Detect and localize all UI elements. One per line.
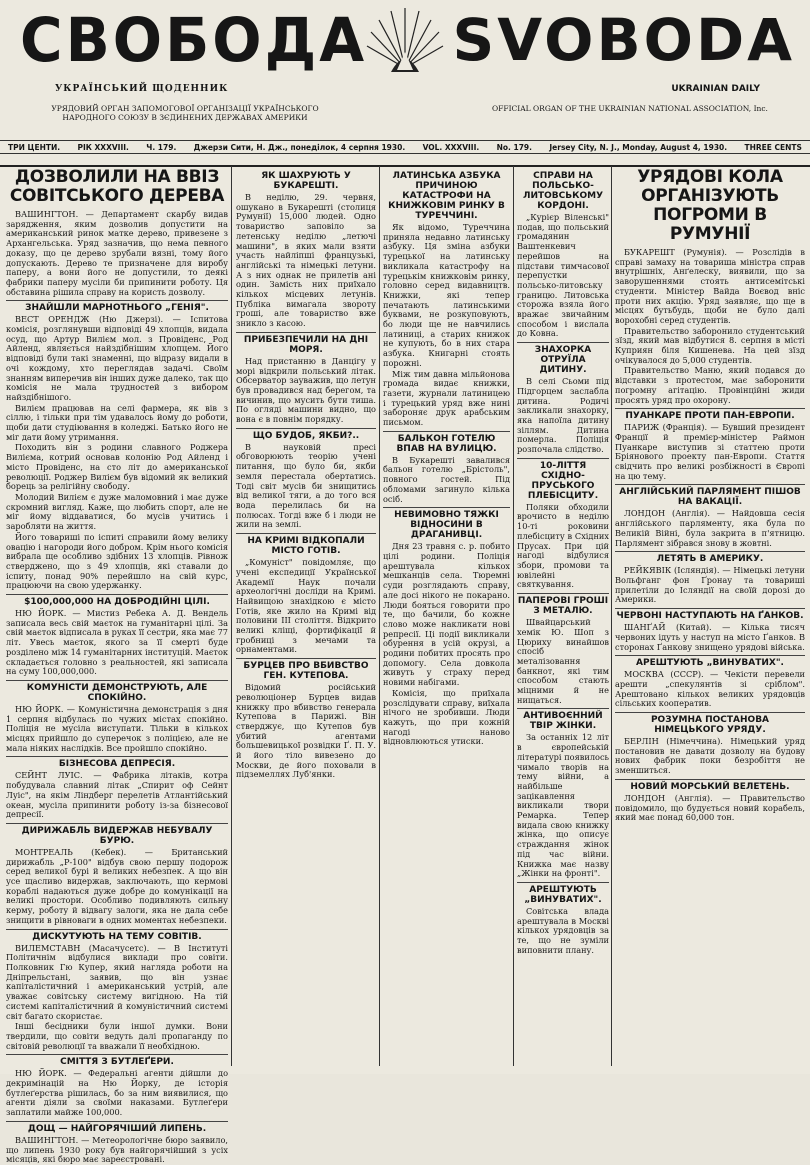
article-paragraph: Правительство заборонило студентський зїзд, який мав відбутися 8. серпня в місті Куприян біля Кишенева. На цей зїзд очікувалося до 5,000 студентів. xyxy=(615,325,805,365)
article-paragraph: Відомий російський революціонер Бурцев видав книжку про вбивство генерала Кутепова в Парижі. Він стверджує, що Кутепов був убитий агентами большевицької розвідки Ґ. П. У. й його тіло вивезено до Москви, де його поховали в підземеллях Луб'янки. xyxy=(236,682,376,780)
column-4 xyxy=(517,168,609,1064)
lead-headline: ДОЗВОЛИЛИ НА ВВІЗ СОВІТСЬКОГО ДЕРЕВА xyxy=(9,167,225,206)
official-organ-ukrainian: УРЯДОВИЙ ОРГАН ЗАПОМОГОВОЇ ОРГАНІЗАЦІЇ УКРАЇНСЬКОГО НАРОДНОГО СОЮЗУ В ЗЄДИНЕНИХ ДЕРЖАВАХ АМЕРИКИ xyxy=(51,104,319,122)
year-ukrainian: РІК XXXVIII. xyxy=(77,143,129,152)
article-headline: НОВИЙ МОРСЬКИЙ ВЕЛЕТЕНЬ. xyxy=(615,779,805,792)
article-paragraph: Дня 23 травня с. р. побито цілі родини. Поліція арештувала кількох мешканців села. Тюремні суди розглядають справу, але досі нікого не покарано. Люди бояться говорити про те, що бачили, бо кожне слово може накликати нові репресії. Ці події викликали обурення в усій окрузі, а родини побитих просять про допомогу. Села довкола живуть у страху перед новими набігами. xyxy=(383,541,510,688)
column-3 xyxy=(383,168,510,1064)
article-headline: ЩО БУДОБ, ЯКБИ?.. xyxy=(236,428,376,441)
article-paragraph: Комісія, що приїхала розслідувати справу, виїхала нічого не зробивши. Люди кажуть, що при кожній нагоді наново відновлюються утиски. xyxy=(383,687,510,747)
article-paragraph: ЛОНДОН (Англія). — Найдовша сесія англійського парляменту, яка була по Великій Війні, була закрита в п'ятницю. Парлямент зібрався знову в жовтні. xyxy=(615,508,805,548)
sunburst-emblem-icon xyxy=(365,6,445,78)
article-paragraph: Молодий Вилієм є дуже маломовний і має дуже скромний вигляд. Каже, що любить спорт, але не міг йому віддаватися, бо мусів учитись і заробляти на життя. xyxy=(6,491,228,532)
article-paragraph: Його товариші по іспиті справили йому велику овацію і нагороди його добром. Крім нього комісія вибрала ще особливо здібних 13 хлопців. Рівнож стверджено, що з 49 хлопців, які ставали до іспиту, понад 90% перейшло на свій курс, працюючи на свою удержанку. xyxy=(6,531,228,591)
article-paragraph: НЮ ЙОРК. — Мистиз Ребека А. Д. Вендель записала весь свій маєток на гуманітарні цілі. За свій маєток відписала в руках її сестри, яка має 77 літ. Увесь маєток, якого за її смерті буде розділено між 14 гуманітарних інституцій. Маєток складається головно з реальностей, які записала на суму 100,000,000. xyxy=(6,608,228,677)
article-paragraph: ШАНҐАЙ (Китай). — Кілька тисяч червоних ідуть у наступ на місто Ґанков. В сторонах Ґанкову знищено урядові війська. xyxy=(615,622,805,652)
article-headline: ЧЕРВОНІ НАСТУПАЮТЬ НА ҐАНКОВ. xyxy=(615,608,805,621)
article-headline: ПРИБЕЗПЕЧИЛИ НА ДНІ МОРЯ. xyxy=(236,332,376,355)
title-english: SVOBODA xyxy=(452,6,795,74)
article-headline: АРЕШТУЮТЬ „ВИНУВАТИХ". xyxy=(615,655,805,668)
article-paragraph: Як відомо, Туреччина приняла недавно латинську азбуку. Ця зміна азбуки турецької на латинську викликала катастрофу на турецькім книжковім ринку, головно серед видавництв. Книжки, які тепер печатають латинськими буквами, не розкуповують, бо люди ще не навчились латиниці, а старих книжок не купують, бо в них стара азбука. Книгарні стоять порожні. xyxy=(383,222,510,368)
article-paragraph: Совітська влада арештувала в Москві кількох урядовців за те, що не зуміли виповнити плану. xyxy=(517,905,609,955)
article-headline: БІЗНЕСОВА ДЕПРЕСІЯ. xyxy=(6,756,228,769)
lead-headline: УРЯДОВІ КОЛА ОРГАНІЗУЮТЬ ПОГРОМИ В РУМУНІЇ xyxy=(637,167,783,244)
article-paragraph: РЕЙКЯВІК (Ісляндія). — Німецькі летуни Вольфганг фон Ґронау та товариші прилетіли до Ісляндії на своїй дорозі до Америки. xyxy=(615,565,805,605)
article-paragraph: Над пристанню в Данцігу у морі відкрили польський літак. Обсерватор зауважив, що летун був провадився над берегом, та вичинив, що мусить бути тиша. По огляді машини видно, що вона є в повнім порядку. xyxy=(236,355,376,425)
article-headline: АНТИВОЄННИЙ ТВІР ЖІНКИ. xyxy=(517,708,609,731)
article-paragraph: Правительство Маню, який подався до відставки з протестом, має заборонити погромну агітацію. Провінційні жиди просять уряд про охорону. xyxy=(615,365,805,405)
article-headline: КОМУНІСТИ ДЕМОНСТРУЮТЬ, АЛЕ СПОКІЙНО. xyxy=(6,680,228,703)
article-headline: ЯК ШАХРУЮТЬ У БУКАРЕШТІ. xyxy=(261,171,351,191)
article-headline: ДИСКУТУЮТЬ НА ТЕМУ СОВІТІВ. xyxy=(6,929,228,942)
article-paragraph: НЮ ЙОРК. — Комуністична демонстрація з дня 1 серпня відбулась по чужих містах спокійно. Поліція не мусіла виступати. Тільки в кількох місцях прийшло до суперечок з поліцією, але не мала ніяких наслідків. Все пройшло спокійно. xyxy=(6,703,228,753)
official-organ-english: OFFICIAL ORGAN OF THE UKRAINIAN NATIONAL ASSOCIATION, Inc. xyxy=(492,104,768,113)
article-headline: СПРАВИ НА ПОЛЬСЬКО-ЛИТОВСЬКОМУ КОРДОНІ. xyxy=(522,171,604,211)
article-paragraph: Між тим давна мільйонова громада видає книжки, газети, журнали латиницею і турецький уряд вже нині забороняє друк арабським письмом. xyxy=(383,368,510,428)
issue-number-ukrainian: Ч. 179. xyxy=(146,143,177,152)
article-paragraph: В неділю, 29. червня, ошукано в Букарешті (столиця Румунії) 15,000 людей. Одно товариство заповіло за летенську неділю „летючі машини", в яких мали взяти участь найліпші французькі, англійські та німецькі летуни. А з них однак не прилетів ані один. Замість них приїхало кількох місцевих летунів. Публіка вимагала звороту гроші, але товариство вже зникло з касою. xyxy=(236,192,376,329)
column-5 xyxy=(615,168,805,1064)
subtitle-english: UKRAINIAN DAILY xyxy=(671,84,760,94)
article-headline: ДИРИЖАБЛЬ ВИДЕРЖАВ НЕБУВАЛУ БУРЮ. xyxy=(6,823,228,846)
article-headline: АНГЛІЙСЬКИЙ ПАРЛЯМЕНТ ПІШОВ НА ВАКАЦІЇ. xyxy=(615,484,805,507)
issue-number-english: No. 179. xyxy=(496,143,533,152)
article-paragraph: Поляки обходили врочисто в неділю 10-ті роковини плебісциту в Східних Прусах. При цій нагоді відбулися збори, промови та ювілейні святкування. xyxy=(517,501,609,590)
article-headline: НЕВИМОВНО ТЯЖКІ ВІДНОСИНИ В ДРАГАНИВЦІ. xyxy=(383,507,510,540)
article-paragraph: ВЕСТ ОРЕНДЖ (Ню Джерзі). — Іспитова комісія, розглянувши відповіді 49 хлопців, видала осуд, що Артур Вилієм мол. з Провіденс, Род Айленд, являється найздібнішим хлопцем. Його відповіді були такі знаменні, що відразу видали в очі кождому, хто переглядав задачі. Своїм знанням виперечив він інших дуже далеко, так що комісія не мала трудностей з вибором найздібнішого. xyxy=(6,314,228,402)
article-paragraph: ВАШИНГТОН. — Метеорологічне бюро заявило, що липень 1930 року був найгорячійший з усіх місяців, які бюро має зареєстровані. xyxy=(6,1134,228,1165)
article-headline: РОЗУМНА ПОСТАНОВА НІМЕЦЬКОГО УРЯДУ. xyxy=(615,712,805,735)
article-headline: ДОЩ — НАЙГОРЯЧІШИЙ ЛИПЕНЬ. xyxy=(6,1121,228,1134)
article-paragraph: „Курієр Віленські" подав, що польський громадянин Ваштенкевич перейшов на підстави тимчасової перепустки польсько-литовську границю. Литовська сторожа взяла його вражає звичайним способом і вислала до Ковна. xyxy=(517,212,609,339)
article-headline: СМІТТЯ З БУТЛЕҐЕРИ. xyxy=(6,1054,228,1067)
column-rule xyxy=(379,166,380,1066)
article-paragraph: ВАШИНГТОН. — Департамент скарбу видав зарядження, яким дозволив допустити на американський ринок матке дерево, привезене з Архангельська. Уряд зазначив, що нема певного доказу, що це дерево зрубали вязні, тому його допускають. Дерево те призначене для виробу паперу, а вони його не допустили, то деякі фабрики паперу мусіли би припинити роботу. Ця обставина рішила справу на користь дозволу. xyxy=(6,209,228,297)
article-paragraph: Швайцарський хемік Ю. Шоп з Цюриху винайшов спосіб металізовання банкнот, які тим способом стають міцними й не нищаться. xyxy=(517,617,609,705)
article-headline: БУРЦЕВ ПРО ВБИВСТВО ГЕН. КУТЕПОВА. xyxy=(236,658,376,681)
place-date-ukrainian: Джерзи Сити, Н. Дж., понеділок, 4 серпня 1930. xyxy=(193,143,406,152)
article-paragraph: БЕРЛІН (Німеччина). Німецький уряд постановив не давати дозволу на будову нових фабрик поки безробіття не зменшиться. xyxy=(615,736,805,776)
article-paragraph: За останніх 12 літ в європейській літературі появилось чимало творів на тему війни, а найбільше зацікавлення викликали твори Ремарка. Тепер видала свою книжку жінка, що описує страждання жінок під час війни. Книжка має назву „Жінки на фронті". xyxy=(517,732,609,879)
article-paragraph: Інші бесідники були іншої думки. Вони твердили, що совіти ведуть далі пропаганду по світовій революції та вважали її необхідною. xyxy=(6,1021,228,1051)
article-paragraph: БУКАРЕШТ (Румунія). — Розслідів в справі замаху на товариша міністра справ внутрішніх, Анґелеску, виявили, що за заворушеннями стоять антисемітські студенти. Міністер Вайда Воєвод вніс проти них акцію. Уряд заявляє, що ще в місцях бутьбудь, щоби не було далі ворохобні серед студентів. xyxy=(615,247,805,325)
article-paragraph: В науковій пресі обговорюють теорію учені питання, що було би, якби земля перестала обертатись. Тоді світ мусів би знищитись від великої тяги, а до того вся вода перелилась би на полюсах. Тогді вже б і люди не жили на землі. xyxy=(236,441,376,530)
article-paragraph: ПАРИЖ (Франція). — Бувший президент Франції й премієр-міністер Раймон Пуанкаре виступив зі статтею проти Бріянового проекту пан-Европи. Стаття свідчить про великі розбіжності в Європі на цю тему. xyxy=(615,422,805,481)
article-headline: ЛЕТЯТЬ В АМЕРИКУ. xyxy=(615,551,805,564)
article-paragraph: МОНТРЕАЛЬ (Кебек). — Британський дирижабль „Р-100" відбув свою першу подорож серед великої бурі й великих небезпек. А що він усе щасливо видержав, заключають, що кермові кораблі надаються дуже добре до комунікації на великі простори. Особливо подивляють сильну керму, роботу й відвагу залоги, яка не дала себе знищити в рівноваги в одних моментах небезпеки. xyxy=(6,846,228,925)
article-headline: ПУАНКАРЕ ПРОТИ ПАН-ЕВРОПИ. xyxy=(615,408,805,421)
article-headline: ЗНАХОРКА ОТРУЇЛА ДИТИНУ. xyxy=(517,342,609,375)
volume-english: VOL. XXXVIII. xyxy=(422,143,480,152)
price-ukrainian: ТРИ ЦЕНТИ. xyxy=(8,143,61,152)
article-headline: АРЕШТУЮТЬ „ВИНУВАТИХ". xyxy=(517,882,609,905)
column-2 xyxy=(236,168,376,1064)
subtitle-ukrainian: УКРАЇНСЬКИЙ ЩОДЕННИК xyxy=(55,84,229,94)
column-1 xyxy=(6,167,228,1165)
article-headline: 10-ЛІТТЯ СХІДНО-ПРУСЬКОГО ПЛЕБІСЦИТУ. xyxy=(517,458,609,501)
article-headline: ПАПЕРОВІ ГРОШІ З МЕТАЛЮ. xyxy=(517,593,609,616)
column-rule xyxy=(231,166,232,1066)
article-paragraph: „Комуніст" повідомляє, що учені експедиції Української Академії Наук почали археологічні досліди на Кримі. Найвищою знахідкою є місто Готів, яке жило на Кримі від половини III століття. Відкрито великі кліщі, фортифікації й гробниці з мечами та орнаментами. xyxy=(236,557,376,655)
article-paragraph: ЛОНДОН (Англія). — Правительство повідомило, що будується новий корабель, який має понад 60,000 тон. xyxy=(615,792,805,823)
price-english: THREE CENTS xyxy=(744,143,802,152)
masthead xyxy=(0,0,810,167)
place-date-english: Jersey City, N. J., Monday, August 4, 1930. xyxy=(549,143,728,152)
article-paragraph: ВИЛЕМСТАВН (Масачусетс). — В Інституті Політичнім відбулися виклади про совіти. Полковник Гю Купер, який нагляда роботи на Дніпрельстані, заявив, що він узнає капіталістичний і американський устрій, але уважає совітську систему вигідною. На тій системі капіталістичний й комуністичний системі світ багато скористає. xyxy=(6,942,228,1021)
article-headline: $100,000,000 НА ДОБРОДІЙНІ ЦІЛІ. xyxy=(6,594,228,607)
article-headline: НА КРИМІ ВІДКОПАЛИ МІСТО ГОТІВ. xyxy=(236,533,376,556)
article-headline: ЛАТИНСЬКА АЗБУКА ПРИЧИНОЮ КАТАСТРОФИ НА КНИЖКОВІМ РИНКУ В ТУРЕЧЧИНІ. xyxy=(388,171,505,221)
article-headline: БАЛЬКОН ГОТЕЛЮ ВПАВ НА ВУЛИЦЮ. xyxy=(383,431,510,454)
column-rule xyxy=(611,166,612,1066)
title-ukrainian: СВОБОДА xyxy=(20,4,368,76)
article-paragraph: В Букарешті завалився бальон готелю „Брістоль", повного гостей. Під обломами загинуло кілька осіб. xyxy=(383,454,510,504)
article-paragraph: Походить він з родини славного Роджера Вилієма, котрий основав колонію Род Айленд і місто Провіденс, на сто літ до американської революції. Роджер Вилієм був відомий як великий борець за релігійну свободу. xyxy=(6,442,228,492)
article-paragraph: СЕЙНТ ЛУІС. — Фабрика літаків, котра побудувала славний літак „Спирит оф Сейнт Луіс", на якім Ліндберг перелетів Атлантійський океан, мусіла припинити роботу із-за бізнесової депресії. xyxy=(6,770,228,820)
article-paragraph: МОСКВА (СССР). — Чекісти перевели арешти „спекулянтів зі сріблом". Арештовано кількох великих урядовців сільських кооператив. xyxy=(615,669,805,709)
article-paragraph: В селі Сьоми під Підгорцем заслабла дитина. Родичі закликали знахорку, яка напоїла дитину зіллям. Дитина померла. Поліція розпочала слідство. xyxy=(517,376,609,455)
column-rule xyxy=(513,166,514,1066)
article-paragraph: Вилієм працював на селі фармера, як вів з сіллю, і тільки при тім удавалось йому до роботи, щоби дати студіювання в коледжі. Батько його не міг дати йому утримання. xyxy=(6,402,228,442)
dateline-bar xyxy=(0,140,810,154)
article-paragraph: НЮ ЙОРК. — Федеральні агенти дійшли до декримінацій на Ню Йорку, де історія бутлеґерства рішилась, бо за ним виявилися, що агенти діяли за своїми наказами. Бутлеґери заплатили майже 100,000. xyxy=(6,1068,228,1118)
article-headline: ЗНАЙШЛИ МАРНОТНЬОГО „ГЕНІЯ". xyxy=(6,300,228,313)
